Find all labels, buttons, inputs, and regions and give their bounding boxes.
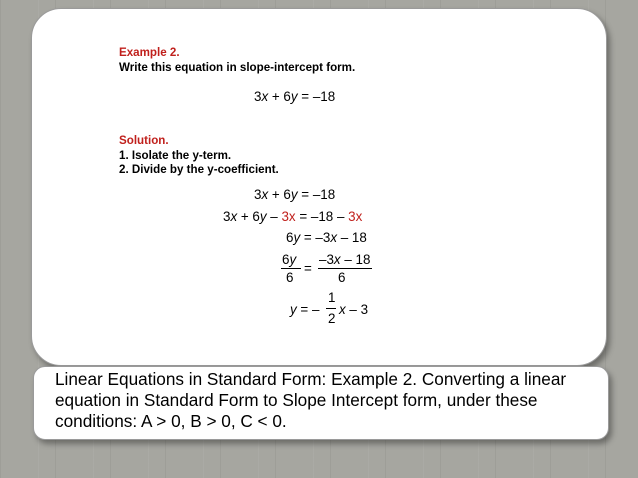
solution-step-2: 2. Divide by the y-coefficient.	[119, 163, 279, 176]
result-denominator: 2	[328, 311, 336, 326]
work-line-3: 6y = –3x – 18	[286, 230, 367, 245]
slide-card	[31, 8, 607, 366]
fraction-right-numerator: –3x – 18	[319, 252, 371, 267]
work-line-2: 3x + 6y – 3x = –18 – 3x	[223, 209, 363, 224]
example-instruction: Write this equation in slope-intercept form.	[119, 61, 356, 74]
solution-heading: Solution.	[119, 134, 169, 147]
result-numerator: 1	[328, 290, 336, 305]
example-heading: Example 2.	[119, 46, 180, 59]
result-rhs: x – 3	[339, 302, 369, 317]
work-line-1: 3x + 6y = –18	[254, 187, 336, 202]
solution-step-1: 1. Isolate the y-term.	[119, 149, 232, 162]
fraction-left-numerator: 6y	[282, 252, 297, 267]
fraction-right-denominator: 6	[338, 270, 346, 285]
result-lhs: y = –	[290, 302, 320, 317]
original-equation: 3x + 6y = –18	[254, 89, 336, 104]
fraction-equals: =	[304, 261, 312, 276]
caption-text: Linear Equations in Standard Form: Example 2. Converting a linear equation in Standard Form to Slope Intercept form, under these conditions: A > 0, B > 0, C < 0.	[55, 369, 567, 431]
result-fraction-bar	[326, 308, 336, 309]
fraction-left-bar	[281, 268, 301, 269]
caption-box	[33, 366, 609, 440]
fraction-left-denominator: 6	[286, 270, 294, 285]
fraction-right-bar	[318, 268, 372, 269]
